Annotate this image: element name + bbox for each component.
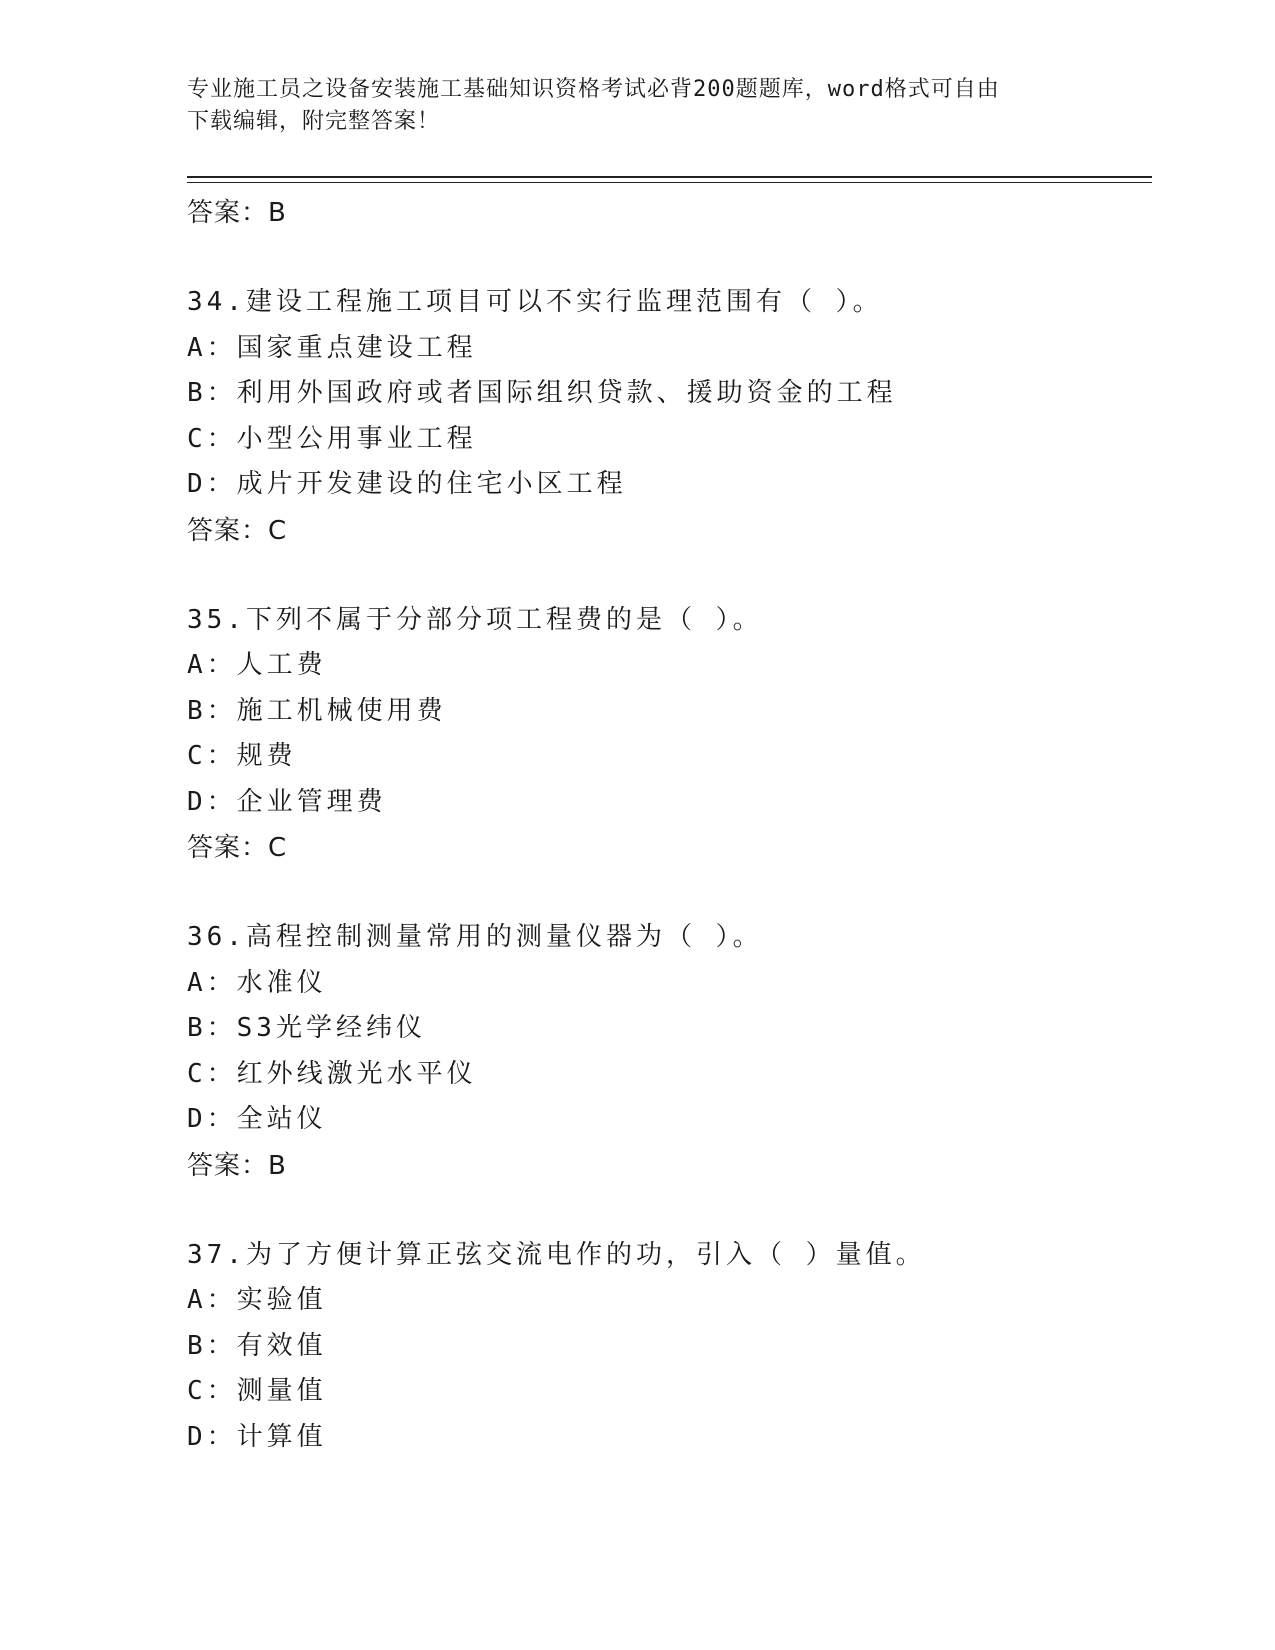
question-stem: 36.高程控制测量常用的测量仪器为（ ）。 [187, 922, 763, 952]
question-34 [187, 280, 1152, 554]
option-b: B：有效值 [187, 1330, 327, 1361]
option-d: D：企业管理费 [187, 786, 387, 817]
question-36 [187, 915, 1152, 1189]
option-b: B：利用外国政府或者国际组织贷款、援助资金的工程 [187, 378, 897, 408]
option-d: D：计算值 [187, 1421, 327, 1452]
question-37 [187, 1233, 1152, 1461]
option-a: A：水准仪 [187, 967, 327, 998]
header-divider-thin [187, 182, 1152, 183]
header-line-1: 专业施工员之设备安装施工基础知识资格考试必背200题题库，word格式可自由 [187, 77, 1000, 102]
option-a: A：实验值 [187, 1285, 327, 1315]
question-list [187, 190, 1152, 1460]
question-answer: 答案：B [187, 1150, 287, 1181]
option-d: D：成片开发建设的住宅小区工程 [187, 469, 627, 499]
question-35 [187, 598, 1152, 872]
option-c: C：小型公用事业工程 [187, 423, 477, 454]
option-c: C：红外线激光水平仪 [187, 1058, 477, 1089]
question-answer: 答案：C [187, 515, 288, 546]
question-stem: 37.为了方便计算正弦交流电作的功，引入（ ）量值。 [187, 1239, 926, 1270]
question-stem: 35.下列不属于分部分项工程费的是（ ）。 [187, 604, 763, 635]
option-b: B：施工机械使用费 [187, 695, 447, 726]
previous-answer: 答案：B [187, 198, 287, 228]
option-b: B：S3光学经纬仪 [187, 1013, 426, 1043]
option-d: D：全站仪 [187, 1104, 327, 1134]
question-stem: 34.建设工程施工项目可以不实行监理范围有（ ）。 [187, 287, 883, 317]
option-c: C：测量值 [187, 1376, 327, 1406]
header-divider-thick [187, 176, 1152, 178]
document-header [187, 74, 1067, 138]
header-line-2: 下载编辑，附完整答案！ [187, 109, 441, 134]
option-a: A：国家重点建设工程 [187, 332, 477, 363]
question-answer: 答案：C [187, 833, 288, 863]
option-c: C：规费 [187, 741, 297, 771]
option-a: A：人工费 [187, 650, 327, 680]
